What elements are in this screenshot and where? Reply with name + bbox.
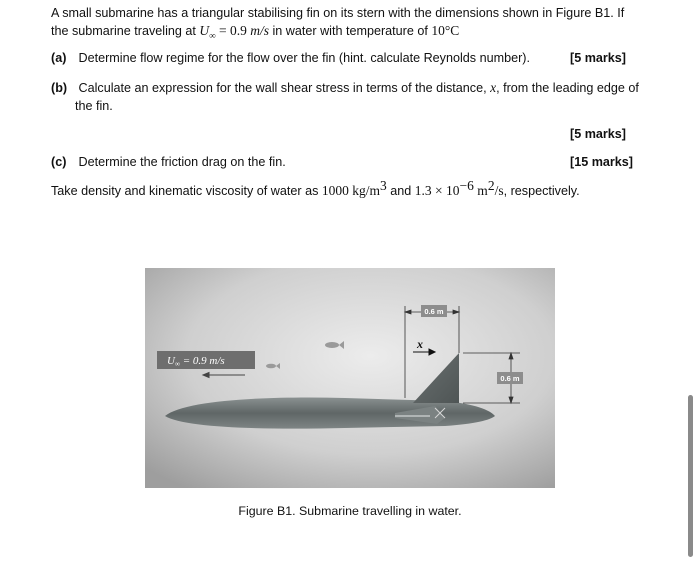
properties-post: , respectively. <box>503 184 580 198</box>
velocity-label-symbol: U <box>167 355 175 367</box>
scrollbar-thumb[interactable] <box>688 395 693 557</box>
question-text: Determine flow regime for the flow over the fin (hint. calculate Reynolds number). <box>78 51 530 65</box>
question-text-part: , from the leading edge of <box>496 81 639 95</box>
density-value: 1000 kg/m <box>321 183 381 198</box>
properties-text: Take density and kinematic viscosity of water as <box>51 184 322 198</box>
question-label: (c) <box>51 155 67 169</box>
distance-symbol: x <box>490 80 497 95</box>
marks-a: [5 marks] <box>570 51 627 65</box>
velocity-label-value: = 0.9 m/s <box>179 355 225 367</box>
marks-c: [15 marks] <box>570 155 634 169</box>
viscosity-unit-exponent: 2 <box>487 177 495 193</box>
water-background <box>145 268 555 488</box>
viscosity-unit: m <box>473 183 488 198</box>
question-text-line-2: the fin. <box>75 99 113 113</box>
question-label: (b) <box>51 81 68 95</box>
properties-line <box>51 177 671 200</box>
question-a <box>51 49 651 67</box>
temperature-value: 10°C <box>431 23 460 38</box>
question-label: (a) <box>51 51 67 65</box>
velocity-equals: = 0.9 <box>215 23 251 38</box>
viscosity-unit-tail: /s <box>494 183 504 198</box>
intro-line-2 <box>51 22 459 45</box>
x-label: x <box>417 337 423 351</box>
question-b <box>51 79 651 115</box>
question-text-line-1 <box>79 79 639 97</box>
submarine-figure <box>145 268 555 488</box>
intro-line-1: A small submarine has a triangular stabilising fin on its stern with the dimensions shown in Figure B1. If <box>51 6 625 20</box>
question-text: Determine the friction drag on the fin. <box>78 155 286 169</box>
intro-text-mid: in water with temperature of <box>268 24 432 38</box>
intro-text: the submarine traveling at <box>51 24 200 38</box>
height-label: 0.6 m <box>500 374 520 383</box>
width-label: 0.6 m <box>424 307 444 316</box>
question-text-part: Calculate an expression for the wall shear stress in terms of the distance, <box>78 81 491 95</box>
viscosity-exponent: −6 <box>459 177 474 193</box>
velocity-unit: m/s <box>250 23 269 38</box>
viscosity-value: 1.3 × 10 <box>414 183 460 198</box>
marks-b: [5 marks] <box>570 127 627 141</box>
density-exponent: 3 <box>380 177 387 193</box>
velocity-symbol: U <box>199 23 210 38</box>
submarine-illustration <box>145 268 555 488</box>
velocity-subscript: ∞ <box>209 30 216 41</box>
velocity-label-subscript: ∞ <box>174 360 180 368</box>
properties-and: and <box>386 184 415 198</box>
figure-caption: Figure B1. Submarine travelling in water. <box>238 504 462 518</box>
question-c <box>51 153 651 171</box>
